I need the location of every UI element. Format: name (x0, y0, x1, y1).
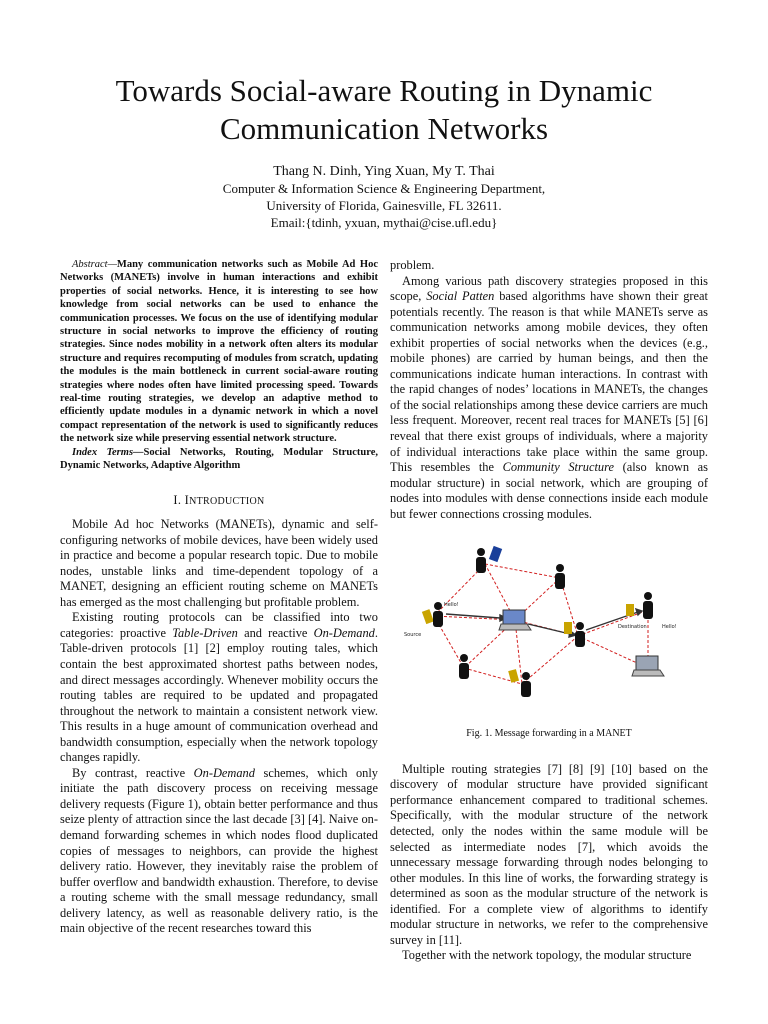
index-terms-text: Social Networks, Routing, Modular Structure, Dynamic Networks, Adaptive Algorithm (60, 446, 378, 472)
label-source: Source (404, 632, 422, 639)
node-person-right (555, 564, 565, 589)
abstract-label: Abstract— (72, 259, 117, 270)
affiliation-department: Computer & Information Science & Engineering Department, (222, 181, 546, 196)
node-source-phone (422, 602, 443, 627)
intro-paragraph-2: Existing routing protocols can be classified into two categories: proactive Table-Driven and reactive On-Demand. Table-driven protocols [1] [2] employ routing tales, which contain the best approximated shortest paths between nodes, and direct messages accordingly. Whenever mobility occurs the routing tables are required to be updated and propagated throughout the network to maintain a consistent network view. This results in a huge amount of communication overhead and bandwidth consumption, especially when the network topology changes rapidly. (60, 610, 378, 765)
label-destination: Destination (618, 624, 647, 631)
left-column (60, 258, 378, 937)
label-hello-right: Hello! (662, 624, 677, 631)
abstract-text: Many communication networks such as Mobile Ad Hoc Networks (MANETs) involve in human interactions and exhibit properties of social networks. Hence, it is interesting to see how knowledge from social networks can be used to enhance the communication processes. We focus on the use of identifying modular structure in social networks to improve the efficiency of routing strategies. Since nodes mobility in a network often alters its modular structure and requires recomputing of modules from scratch, updating the modules is the main bottleneck in current social-aware routing strategies where nodes often have limited processing speed. Towards real-time routing strategies, we develop an adaptive method to efficiently update modules in a dynamic network in which a novel compact representation of the network is used to significantly reduces the network size while preserving essential network structure. (60, 259, 378, 445)
node-person-top (476, 546, 502, 573)
node-destination (626, 592, 653, 619)
index-terms-label: Index Terms— (72, 446, 144, 458)
node-laptop-center (499, 610, 531, 630)
right-paragraph-3: Together with the network topology, the modular structure (402, 948, 692, 963)
label-hello-left: Hello! (444, 602, 459, 609)
paper-title: Towards Social-aware Routing in Dynamic Communication Networks (115, 73, 653, 146)
affiliation-university: University of Florida, Gainesville, FL 32611. (266, 198, 502, 213)
affiliation-block (60, 180, 708, 231)
author-list: Thang N. Dinh, Ying Xuan, My T. Thai (273, 164, 495, 179)
node-laptop-right (632, 656, 664, 676)
section-heading-introduction: I. INTRODUCTION (173, 492, 265, 507)
right-paragraph-1: Among various path discovery strategies proposed in this scope, Social Patten based algorithms have shown their great potentials recently. The reason is that while MANETs serve as communication networks among mobile devices, they often exhibit properties of social networks when the devices (e.g., mobile phones) are carried by human beings, and then the communications indicate human interactions. In contrast with the rapid changes of nodes’ locations in MANETs, the changes of the social relationships among these device carriers are much less frequent. Moreover, recent real traces for MANETs [5] [6] reveal that there exist groups of individuals, where a majority of individual interactions take place within the same group. This resembles the Community Structure (also known as modular structure) in social network, which are grouping of nodes into modules with dense connections inside each module but fewer connections crossing modules. (390, 273, 708, 521)
node-person-bottom-left (459, 654, 469, 679)
right-paragraph-2: Multiple routing strategies [7] [8] [9] [10] based on the discovery of modular structure have provided significant performance enhancement compared to traditional schemes. Specifically, with the modular structure of the network detected, only the nodes within the same module will be selected as intermediate nodes [7], which avoids the unnecessary message forwarding through nodes belonging to other modules. In this line of works, the forwarding strategy is determined as soon as the modular structure of the network is identified. For a complete view of algorithms to identify modular structure in networks, we refer to the comprehensive survey in [11]. (390, 761, 708, 947)
intro-paragraph-3: By contrast, reactive On-Demand schemes, which only initiate the path discovery process on receiving message delivery requests (Figure 1), obtain better performance and thus seize plenty of attraction since the last decade [3] [4]. Naive on-demand forwarding schemes in which nodes flood duplicated copies of messages to neighbors, can provide the highest delivery ratio. However, they inevitably raise the problem of buffer overflow and bandwidth exhaustion. Therefore, to devise a routing scheme with the small message redundancy, small delivery latency, as well as reasonable delivery ratio, is the main objective of the recent researches toward this (60, 765, 378, 936)
figure-manet (390, 538, 708, 718)
continued-paragraph: problem. (390, 258, 435, 272)
intro-paragraph-1: Mobile Ad hoc Networks (MANETs), dynamic and self-configuring networks of mobile devices, have been widely used in practice and become a popular research topic. Due to mobile nodes, unstable links and time-dependent topology of a MANET, designing an efficient routing scheme on MANETs has emerged as the most challenging but profitable problem. (60, 517, 378, 609)
author-email: Email:{tdinh, yxuan, mythai@cise.ufl.edu} (270, 215, 498, 230)
manet-diagram (390, 538, 708, 718)
abstract (60, 258, 378, 446)
right-column (390, 258, 708, 964)
index-terms (60, 446, 378, 473)
figure-caption: Fig. 1. Message forwarding in a MANET (466, 728, 632, 740)
